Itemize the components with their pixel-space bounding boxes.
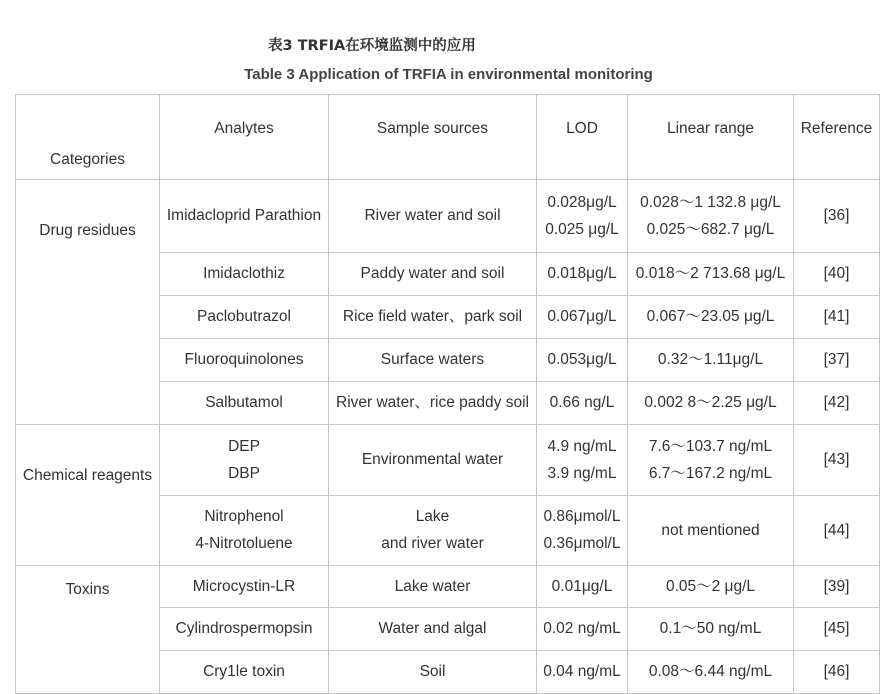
linear-range-cell — [628, 381, 794, 425]
sample-source-cell — [329, 495, 537, 566]
category-cell — [16, 607, 160, 650]
linear-range-text: 6.7～167.2 ng/mL — [648, 464, 773, 482]
linear-range-text: 0.1～50 ng/mL — [659, 620, 762, 637]
sample-source-cell — [329, 607, 537, 650]
linear-range-cell — [628, 180, 794, 253]
analyte-cell — [160, 650, 329, 694]
linear-range-cell — [628, 295, 794, 338]
sample-source-text: River water、rice paddy soil — [336, 394, 529, 412]
analyte-cell — [160, 295, 329, 338]
lod-cell — [537, 295, 628, 338]
sample-source-text: Soil — [419, 663, 446, 681]
linear-range-cell — [628, 607, 794, 650]
table-row — [16, 252, 880, 295]
lod-cell — [537, 650, 628, 694]
sample-source-text: Water and algal — [378, 620, 487, 637]
analyte-text: Imidaclothiz — [203, 265, 285, 282]
table-row — [16, 295, 880, 338]
lod-text: 0.04 ng/mL — [543, 663, 621, 681]
lod-text: 0.025 μg/L — [545, 220, 619, 238]
table-row — [16, 495, 880, 566]
table-row — [16, 566, 880, 608]
lod-cell — [537, 495, 628, 566]
reference-cell: [41] — [794, 295, 880, 338]
table-row — [16, 650, 880, 694]
header-sample-sources: Sample sources — [329, 95, 537, 180]
sample-source-cell — [329, 650, 537, 694]
category-cell — [16, 338, 160, 381]
lod-text: 0.053μg/L — [547, 351, 617, 368]
analyte-cell — [160, 338, 329, 381]
analyte-text: Fluoroquinolones — [184, 351, 304, 368]
category-cell: Chemical reagents — [16, 425, 160, 496]
reference-cell: [46] — [794, 650, 880, 694]
lod-text: 0.01μg/L — [551, 577, 613, 595]
sample-source-cell — [329, 381, 537, 425]
reference-cell: [39] — [794, 566, 880, 608]
lod-cell — [537, 381, 628, 425]
analyte-cell — [160, 381, 329, 425]
category-cell — [16, 650, 160, 694]
sample-source-text: Paddy water and soil — [360, 265, 505, 282]
analyte-text: 4-Nitrotoluene — [195, 535, 293, 553]
table-title-english: Table 3 Application of TRFIA in environmental monitoring — [244, 66, 653, 83]
header-row — [16, 95, 880, 180]
reference-cell: [40] — [794, 252, 880, 295]
header-lod: LOD — [537, 95, 628, 180]
table-row — [16, 425, 880, 496]
category-cell: Drug residues — [16, 180, 160, 253]
analyte-cell — [160, 425, 329, 496]
sample-source-cell — [329, 425, 537, 496]
linear-range-text: 0.067～23.05 μg/L — [646, 308, 775, 325]
reference-cell: [43] — [794, 425, 880, 496]
lod-text: 0.66 ng/L — [549, 394, 615, 412]
category-cell — [16, 252, 160, 295]
table-row — [16, 338, 880, 381]
sample-source-cell — [329, 295, 537, 338]
analyte-text: Microcystin-LR — [192, 577, 296, 595]
sample-source-text: Rice field water、park soil — [342, 308, 523, 325]
sample-source-text: and river water — [381, 535, 484, 553]
linear-range-text: 0.028～1 132.8 μg/L — [640, 193, 781, 211]
linear-range-cell — [628, 425, 794, 496]
table-row — [16, 180, 880, 253]
lod-cell — [537, 607, 628, 650]
analyte-text: Cylindrospermopsin — [175, 620, 313, 637]
lod-text: 4.9 ng/mL — [547, 437, 617, 455]
linear-range-cell — [628, 566, 794, 608]
lod-cell — [537, 338, 628, 381]
analyte-cell — [160, 252, 329, 295]
header-analytes: Analytes — [160, 95, 329, 180]
sample-source-cell — [329, 338, 537, 381]
sample-source-text: Surface waters — [380, 351, 485, 368]
analyte-text: DBP — [228, 464, 260, 482]
sample-source-text: Lake water — [394, 577, 471, 595]
sample-source-text: River water and soil — [364, 207, 501, 225]
category-cell — [16, 295, 160, 338]
reference-cell: [45] — [794, 607, 880, 650]
analyte-text: DEP — [228, 437, 260, 455]
reference-cell: [44] — [794, 495, 880, 566]
lod-text: 0.02 ng/mL — [543, 620, 621, 637]
linear-range-text: 0.025～682.7 μg/L — [646, 220, 775, 238]
table-row — [16, 607, 880, 650]
table-title-chinese: 表3 TRFIA在环境监测中的应用 — [268, 38, 476, 54]
lod-cell — [537, 180, 628, 253]
analyte-text: Paclobutrazol — [197, 308, 291, 325]
header-reference: Reference — [794, 95, 880, 180]
analyte-cell — [160, 607, 329, 650]
table-row — [16, 381, 880, 425]
linear-range-text: 0.018～2 713.68 μg/L — [635, 265, 786, 282]
reference-cell: [42] — [794, 381, 880, 425]
linear-range-text: 0.08～6.44 ng/mL — [648, 663, 773, 681]
analyte-cell — [160, 180, 329, 253]
analyte-cell — [160, 495, 329, 566]
analyte-text: Imidacloprid Parathion — [166, 207, 322, 225]
lod-text: 0.36μmol/L — [543, 535, 621, 553]
lod-cell — [537, 566, 628, 608]
analyte-text: Salbutamol — [205, 394, 283, 412]
linear-range-cell — [628, 495, 794, 566]
analyte-cell — [160, 566, 329, 608]
header-categories: Categories — [16, 95, 160, 180]
header-linear-range: Linear range — [628, 95, 794, 180]
reference-cell: [36] — [794, 180, 880, 253]
lod-text: 0.067μg/L — [547, 308, 617, 325]
lod-text: 0.028μg/L — [547, 193, 617, 211]
lod-text: 3.9 ng/mL — [547, 464, 617, 482]
sample-source-text: Lake — [415, 508, 450, 526]
sample-source-text: Environmental water — [361, 451, 504, 469]
category-cell — [16, 381, 160, 425]
lod-text: 0.018μg/L — [547, 265, 617, 282]
linear-range-cell — [628, 338, 794, 381]
linear-range-text: 0.002 8～2.25 μg/L — [644, 394, 777, 412]
reference-cell: [37] — [794, 338, 880, 381]
linear-range-text: 7.6～103.7 ng/mL — [648, 437, 773, 455]
lod-text: 0.86μmol/L — [543, 508, 621, 526]
category-cell: Toxins — [16, 566, 160, 608]
analyte-text: Nitrophenol — [204, 508, 284, 526]
linear-range-cell — [628, 252, 794, 295]
linear-range-text: 0.32～1.11μg/L — [657, 351, 764, 368]
sample-source-cell — [329, 566, 537, 608]
analyte-text: Cry1le toxin — [203, 663, 285, 681]
linear-range-text: not mentioned — [661, 521, 760, 539]
linear-range-cell — [628, 650, 794, 694]
sample-source-cell — [329, 252, 537, 295]
lod-cell — [537, 252, 628, 295]
category-cell — [16, 495, 160, 566]
sample-source-cell — [329, 180, 537, 253]
lod-cell — [537, 425, 628, 496]
trfia-application-table — [15, 94, 880, 694]
linear-range-text: 0.05～2 μg/L — [665, 577, 756, 595]
